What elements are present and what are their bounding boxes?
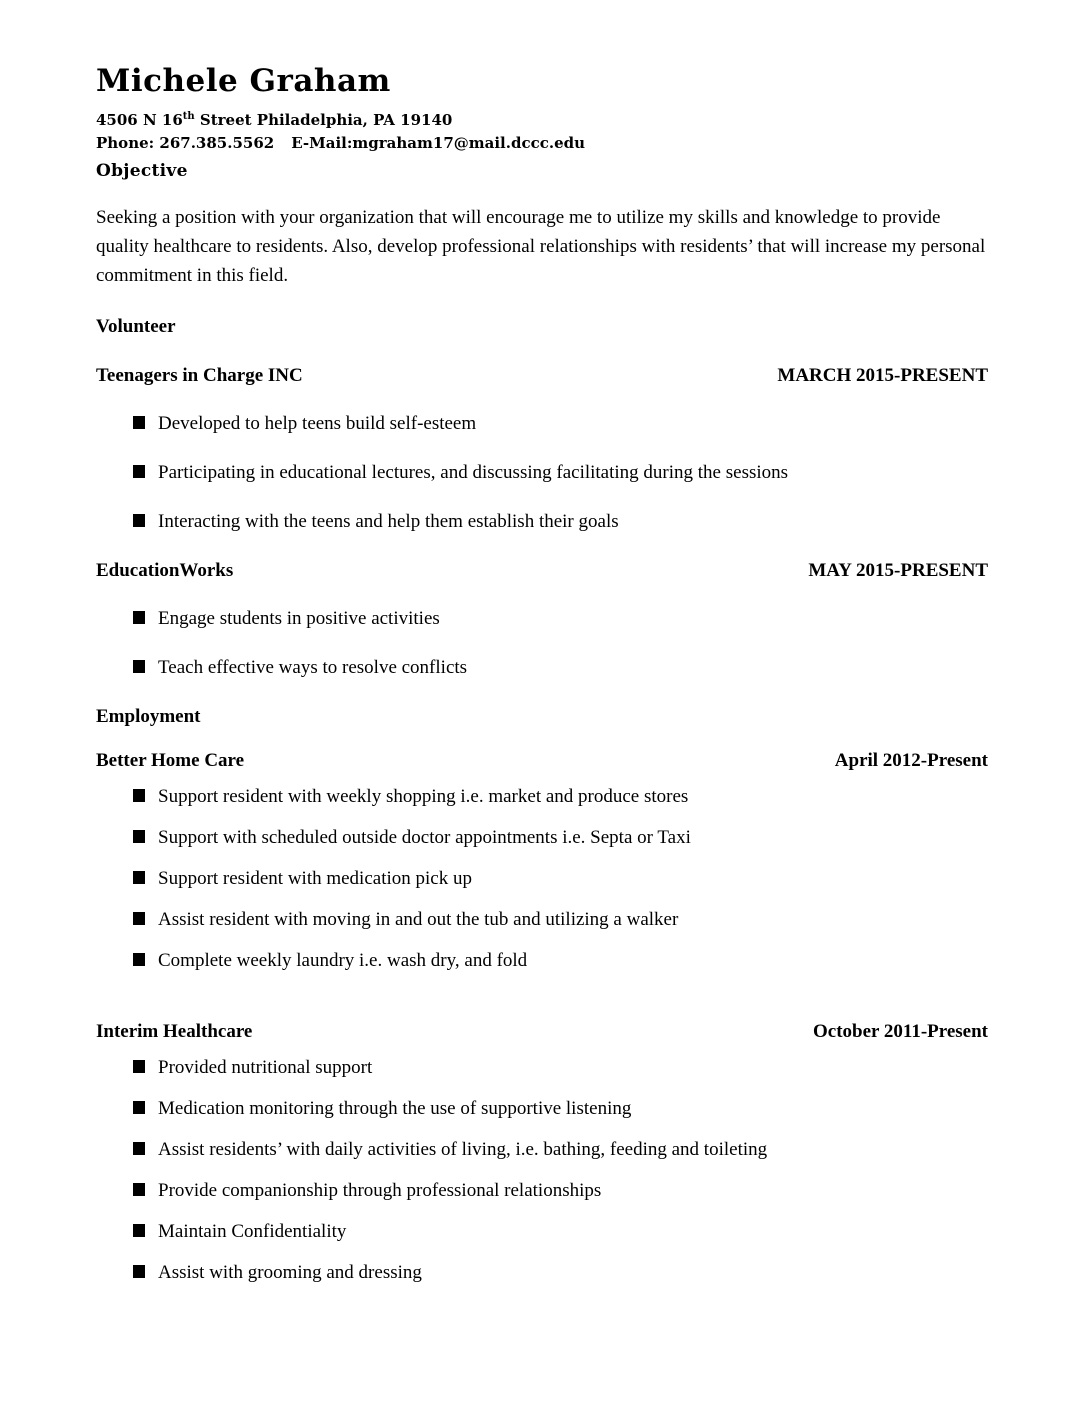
email-text: E-Mail:mgraham17@mail.dccc.edu [291, 134, 586, 152]
employment-section-heading: Employment [96, 706, 201, 727]
entry-dates: April 2012-Present [834, 750, 988, 771]
address-street-rest: Street Philadelphia, PA 19140 [194, 111, 453, 129]
bullet-text: Assist residents’ with daily activities of living, i.e. bathing, feeding and toileting [158, 1139, 768, 1160]
bullet-text: Medication monitoring through the use of supportive listening [158, 1098, 632, 1119]
bullet-item [133, 1262, 988, 1283]
bullet-item [133, 657, 988, 678]
entry-educationworks [96, 560, 988, 678]
bullet-text: Maintain Confidentiality [158, 1221, 347, 1242]
bullet-item [133, 827, 988, 848]
square-bullet-icon [133, 953, 145, 966]
square-bullet-icon [133, 871, 145, 884]
address-street-start: 4506 N 16 [96, 111, 183, 129]
entry-dates: MARCH 2015-PRESENT [777, 365, 988, 386]
bullet-text: Developed to help teens build self-esteem [158, 413, 477, 434]
objective-paragraph: Seeking a position with your organization that will encourage me to utilize my skills and knowledge to provide quality healthcare to residents. Also, develop professional relationships with residents’ that will increase my personal commitment in this field. [96, 207, 986, 286]
square-bullet-icon [133, 1224, 145, 1237]
contact-line [96, 133, 988, 153]
bullet-item [133, 950, 988, 971]
square-bullet-icon [133, 611, 145, 624]
bullet-text: Assist resident with moving in and out the tub and utilizing a walker [158, 909, 679, 930]
square-bullet-icon [133, 1142, 145, 1155]
bullet-item [133, 511, 988, 532]
bullet-item [133, 1098, 988, 1119]
bullet-text: Support resident with weekly shopping i.e. market and produce stores [158, 786, 689, 807]
bullet-item [133, 909, 988, 930]
bullet-text: Interacting with the teens and help them establish their goals [158, 511, 619, 532]
bullet-text: Support resident with medication pick up [158, 868, 472, 889]
bullet-item [133, 1180, 988, 1201]
entry-header [96, 750, 988, 772]
entry-interim-healthcare [96, 1021, 988, 1283]
bullet-text: Engage students in positive activities [158, 608, 440, 629]
bullet-item [133, 462, 988, 483]
org-name: EducationWorks [96, 560, 234, 581]
bullet-text: Assist with grooming and dressing [158, 1262, 422, 1283]
volunteer-section-heading: Volunteer [96, 316, 176, 337]
bullet-list [96, 608, 988, 678]
bullet-item [133, 1057, 988, 1078]
bullet-list [96, 1057, 988, 1283]
square-bullet-icon [133, 1101, 145, 1114]
bullet-list [96, 786, 988, 971]
square-bullet-icon [133, 789, 145, 802]
entry-dates: MAY 2015-PRESENT [808, 560, 988, 581]
bullet-item [133, 1221, 988, 1242]
entry-better-home-care [96, 750, 988, 971]
bullet-text: Teach effective ways to resolve conflicts [158, 657, 468, 678]
name-heading: Michele Graham [96, 63, 391, 99]
phone-text: Phone: 267.385.5562 [96, 134, 275, 152]
entry-dates: October 2011-Present [812, 1021, 988, 1042]
square-bullet-icon [133, 1265, 145, 1278]
entry-header [96, 1021, 988, 1043]
entry-header [96, 560, 988, 582]
entry-header [96, 365, 988, 387]
bullet-text: Support with scheduled outside doctor appointments i.e. Septa or Taxi [158, 827, 691, 848]
bullet-item [133, 868, 988, 889]
resume-content [96, 62, 988, 1283]
bullet-item [133, 1139, 988, 1160]
bullet-text: Provided nutritional support [158, 1057, 373, 1078]
bullet-text: Participating in educational lectures, and discussing facilitating during the sessions [158, 462, 789, 483]
square-bullet-icon [133, 465, 145, 478]
org-name: Interim Healthcare [96, 1021, 253, 1042]
bullet-text: Provide companionship through professional relationships [158, 1180, 602, 1201]
ordinal-superscript: th [182, 111, 195, 122]
org-name: Better Home Care [96, 750, 245, 771]
bullet-text: Complete weekly laundry i.e. wash dry, and fold [158, 950, 528, 971]
bullet-item [133, 413, 988, 434]
square-bullet-icon [133, 660, 145, 673]
square-bullet-icon [133, 830, 145, 843]
objective-heading: Objective [96, 161, 188, 181]
square-bullet-icon [133, 416, 145, 429]
bullet-list [96, 413, 988, 532]
entry-teenagers-in-charge [96, 365, 988, 532]
square-bullet-icon [133, 1183, 145, 1196]
address-line [96, 110, 988, 130]
bullet-item [133, 786, 988, 807]
square-bullet-icon [133, 514, 145, 527]
org-name: Teenagers in Charge INC [96, 365, 303, 386]
square-bullet-icon [133, 912, 145, 925]
square-bullet-icon [133, 1060, 145, 1073]
bullet-item [133, 608, 988, 629]
